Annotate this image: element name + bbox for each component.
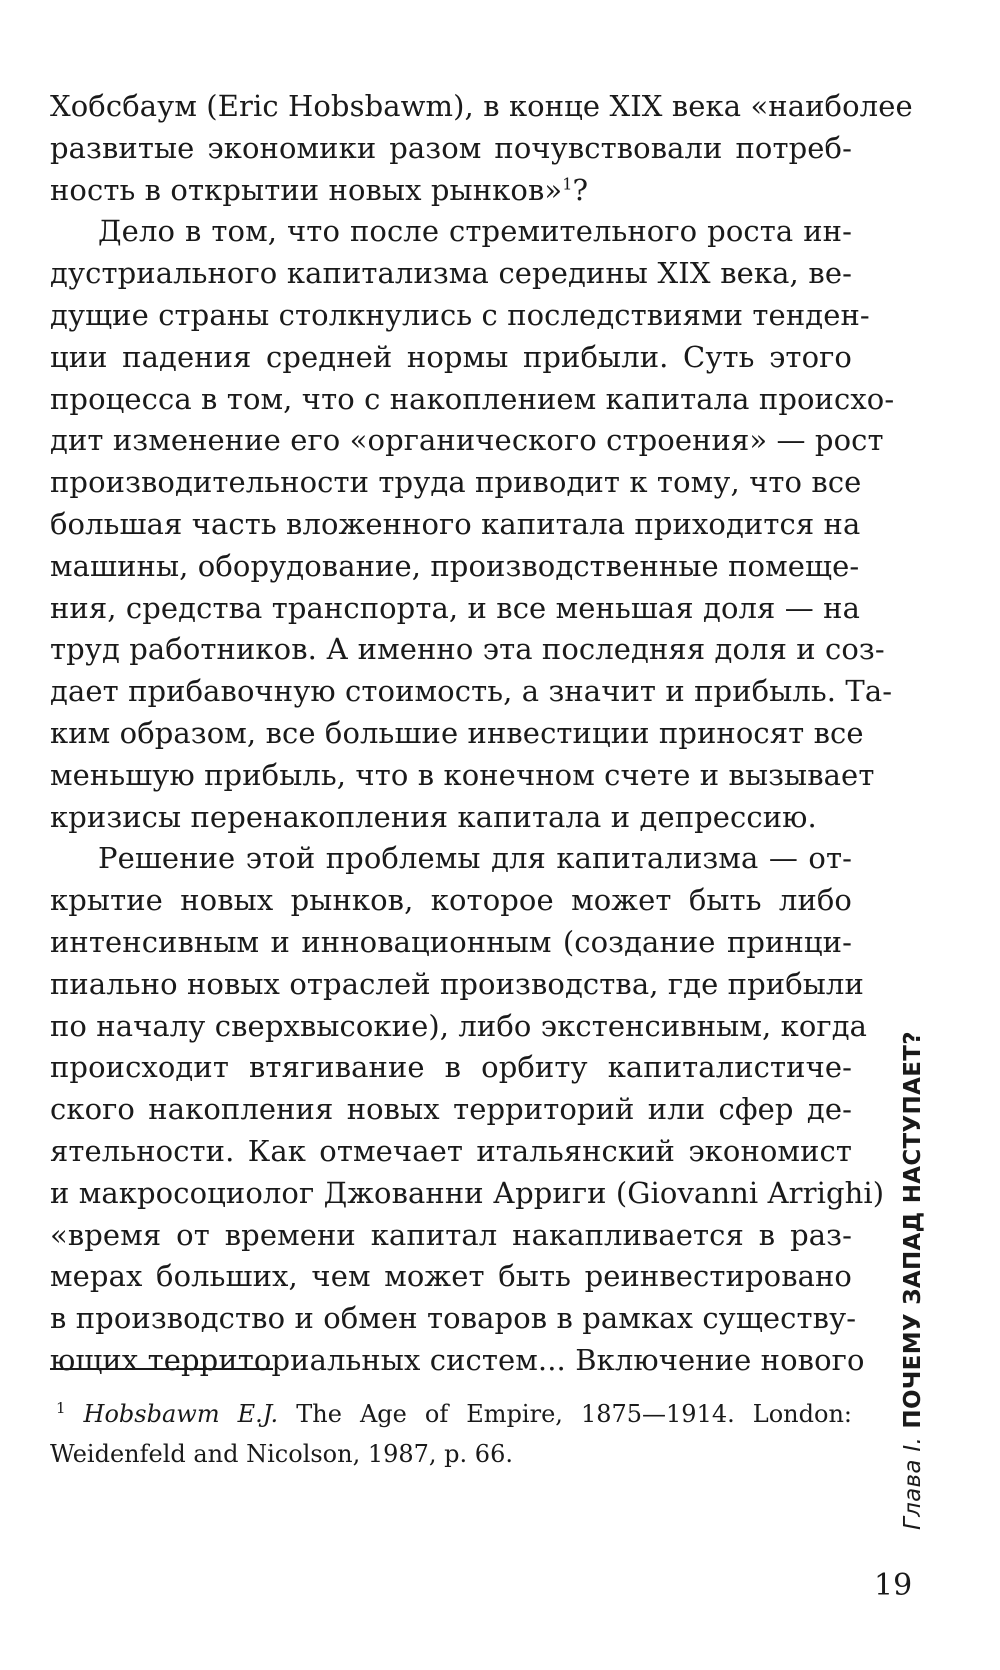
footnote-number: 1: [56, 1399, 66, 1417]
text-line: мерах больших, чем может быть реинвестировано: [50, 1259, 852, 1294]
text-line: дущие страны столкнулись с последствиями тенден-: [50, 297, 870, 332]
text-line-end: ?: [572, 172, 589, 207]
text-line: ского накопления новых территорий или сфер де-: [50, 1092, 852, 1127]
text-line: Дело в том, что после стремительного роста ин-: [98, 214, 852, 249]
paragraph-1: [50, 86, 913, 211]
footnote-author: Hobsbawm E.J.: [83, 1400, 279, 1428]
text-line: кризисы перенакопления капитала и депрессию.: [50, 799, 817, 834]
text-line: ким образом, все большие инвестиции приносят все: [50, 715, 864, 750]
footnote-divider: [50, 1368, 273, 1370]
text-line: меньшую прибыль, что в конечном счете и вызывает: [50, 757, 875, 792]
text-line-content: ность в открытии новых рынков»: [50, 172, 563, 207]
text-line: [50, 170, 852, 212]
running-head: [900, 1031, 926, 1530]
text-line: происходит втягивание в орбиту капиталистиче-: [50, 1050, 852, 1085]
main-text: [50, 86, 913, 1382]
footnote: [50, 1388, 852, 1474]
footnote-line: [50, 1388, 852, 1434]
text-line: ции падения средней нормы прибыли. Суть этого: [50, 339, 852, 374]
text-line: пиально новых отраслей производства, где прибыли: [50, 966, 864, 1001]
text-line: дит изменение его «органического строения» — рост: [50, 423, 884, 458]
text-line: производительности труда приводит к тому, что все: [50, 465, 862, 500]
text-line: ния, средства транспорта, и все меньшая доля — на: [50, 590, 861, 625]
running-head-chapter: Глава I.: [900, 1436, 926, 1530]
paragraph-3: [50, 838, 885, 1381]
footnote-reference: 1: [562, 173, 573, 193]
text-line: по началу сверхвысокие), либо экстенсивным, когда: [50, 1008, 868, 1043]
paragraph-2: [50, 211, 895, 838]
text-line: ятельности. Как отмечает итальянский экономист: [50, 1133, 852, 1168]
text-line: Решение этой проблемы для капитализма — от-: [98, 841, 852, 876]
running-head-title: ПОЧЕМУ ЗАПАД НАСТУПАЕТ?: [900, 1031, 926, 1429]
text-line: развитые экономики разом почувствовали потреб-: [50, 130, 852, 165]
text-line: интенсивным и инновационным (создание принци-: [50, 924, 852, 959]
text-line: в производство и обмен товаров в рамках существу-: [50, 1301, 857, 1336]
text-line: машины, оборудование, производственные помеще-: [50, 548, 860, 583]
page-number: 19: [874, 1568, 913, 1603]
text-line: дустриального капитализма середины XIX века, ве-: [50, 256, 852, 291]
text-line: процесса в том, что с накоплением капитала происхо-: [50, 381, 895, 416]
text-line: Хобсбаум (Eric Hobsbawm), в конце XIX века «наиболее: [50, 89, 913, 123]
text-line: и макросоциолог Джованни Арриги (Giovanni Arrighi): [50, 1175, 885, 1210]
text-line: крытие новых рынков, которое может быть либо: [50, 883, 852, 918]
text-line: труд работников. А именно эта последняя доля и соз-: [50, 632, 885, 667]
footnote-line: Weidenfeld and Nicolson, 1987, p. 66.: [50, 1440, 513, 1468]
footnote-text: The Age of Empire, 1875—1914. London:: [296, 1400, 852, 1428]
text-line: «время от времени капитал накапливается в раз-: [50, 1217, 852, 1252]
text-line: большая часть вложенного капитала приходится на: [50, 506, 861, 541]
text-line: дает прибавочную стоимость, а значит и прибыль. Та-: [50, 674, 893, 709]
text-line: ющих территориальных систем... Включение нового: [50, 1342, 865, 1377]
